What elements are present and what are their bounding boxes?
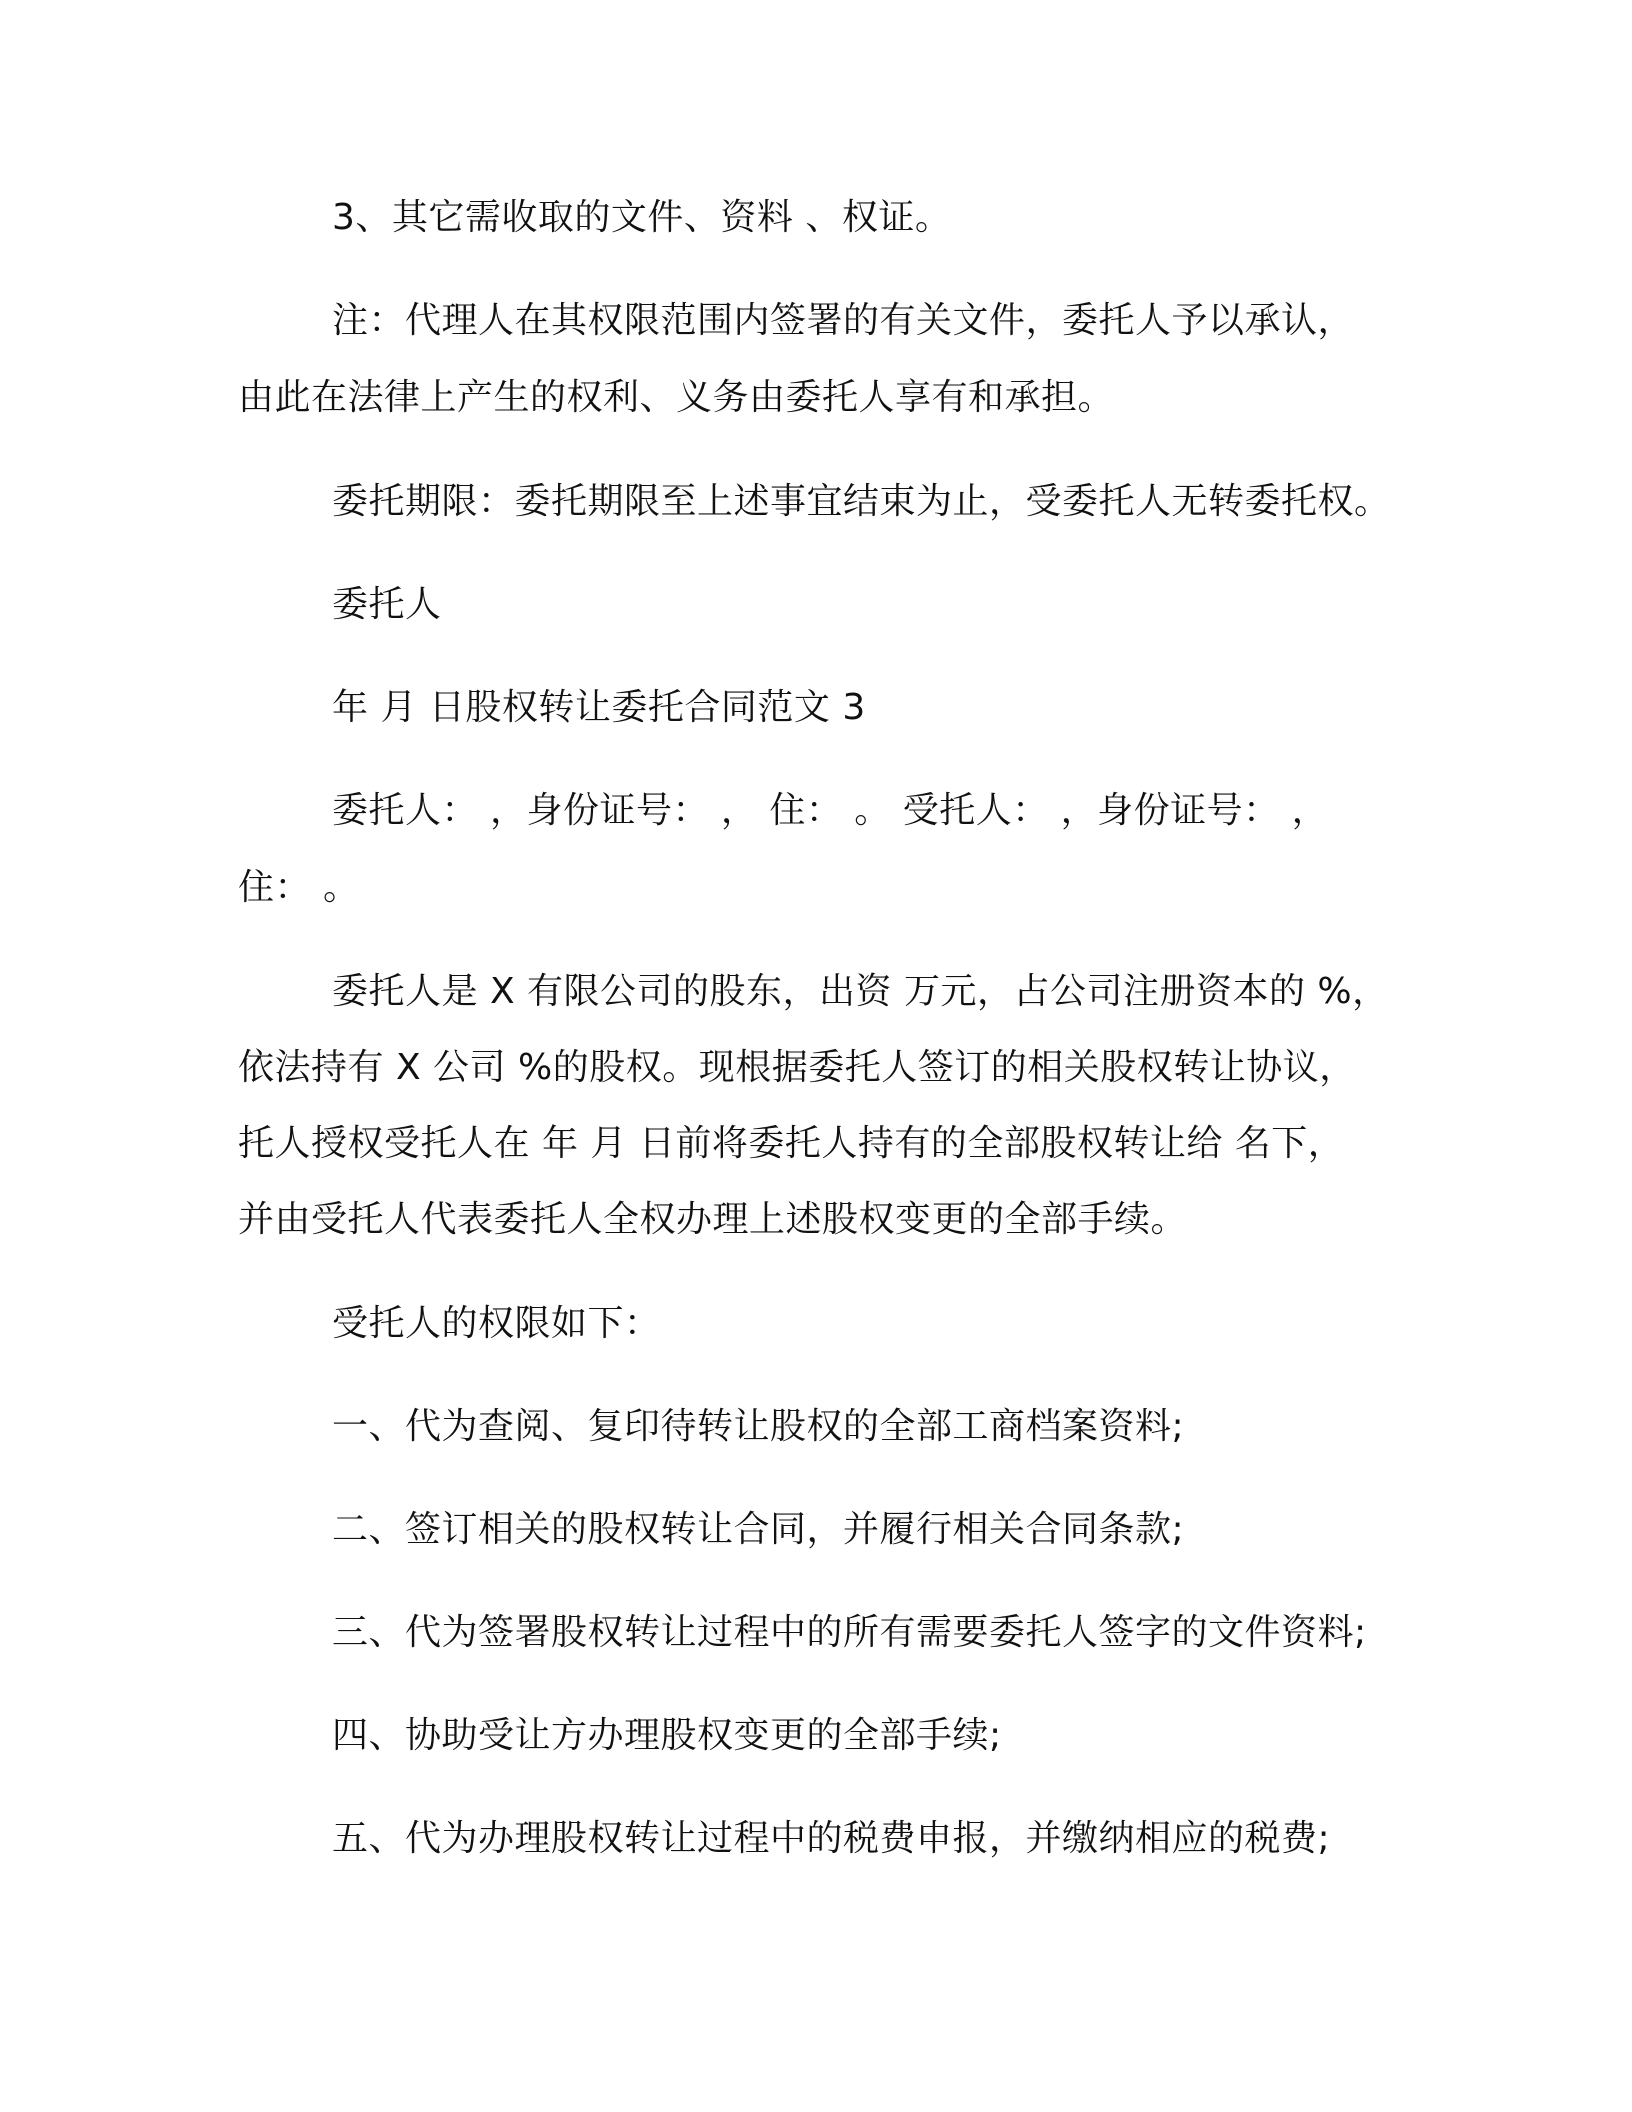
body-paragraph-line-2: 依法持有 X 公司 %的股权。现根据委托人签订的相关股权转让协议， [238, 1047, 1356, 1088]
parties-line-2: 住： 。 [238, 867, 360, 908]
authority-item-5: 五、代为办理股权转让过程中的税费申报，并缴纳相应的税费; [332, 1818, 1331, 1859]
body-paragraph-line-3: 托人授权受托人在 年 月 日前将委托人持有的全部股权转让给 名下， [238, 1123, 1345, 1164]
authority-item-4: 四、协助受让方办理股权变更的全部手续; [332, 1715, 1002, 1756]
authority-item-2: 二、签订相关的股权转让合同，并履行相关合同条款; [332, 1509, 1185, 1550]
body-paragraph-line-4: 并由受托人代表委托人全权办理上述股权变更的全部手续。 [238, 1199, 1188, 1240]
authority-item-3: 三、代为签署股权转让过程中的所有需要委托人签字的文件资料; [332, 1612, 1367, 1653]
note-paragraph-line-2: 由此在法律上产生的权利、义务由委托人享有和承担。 [238, 377, 1115, 418]
section-heading: 年 月 日股权转让委托合同范文 3 [332, 687, 866, 728]
principal-label: 委托人 [332, 584, 442, 625]
paragraph-item-3: 3、其它需收取的文件、资料 、权证。 [332, 197, 952, 238]
parties-line-1: 委托人： ，身份证号： ， 住： 。 受托人： ，身份证号： ， [332, 790, 1329, 831]
body-paragraph-line-1: 委托人是 X 有限公司的股东，出资 万元，占公司注册资本的 %， [332, 971, 1389, 1012]
note-paragraph-line-1: 注：代理人在其权限范围内签署的有关文件，委托人予以承认， [332, 300, 1355, 341]
authority-heading: 受托人的权限如下： [332, 1303, 661, 1344]
term-paragraph: 委托期限：委托期限至上述事宜结束为止，受委托人无转委托权。 [332, 481, 1391, 522]
authority-item-1: 一、代为查阅、复印待转让股权的全部工商档案资料; [332, 1406, 1185, 1447]
